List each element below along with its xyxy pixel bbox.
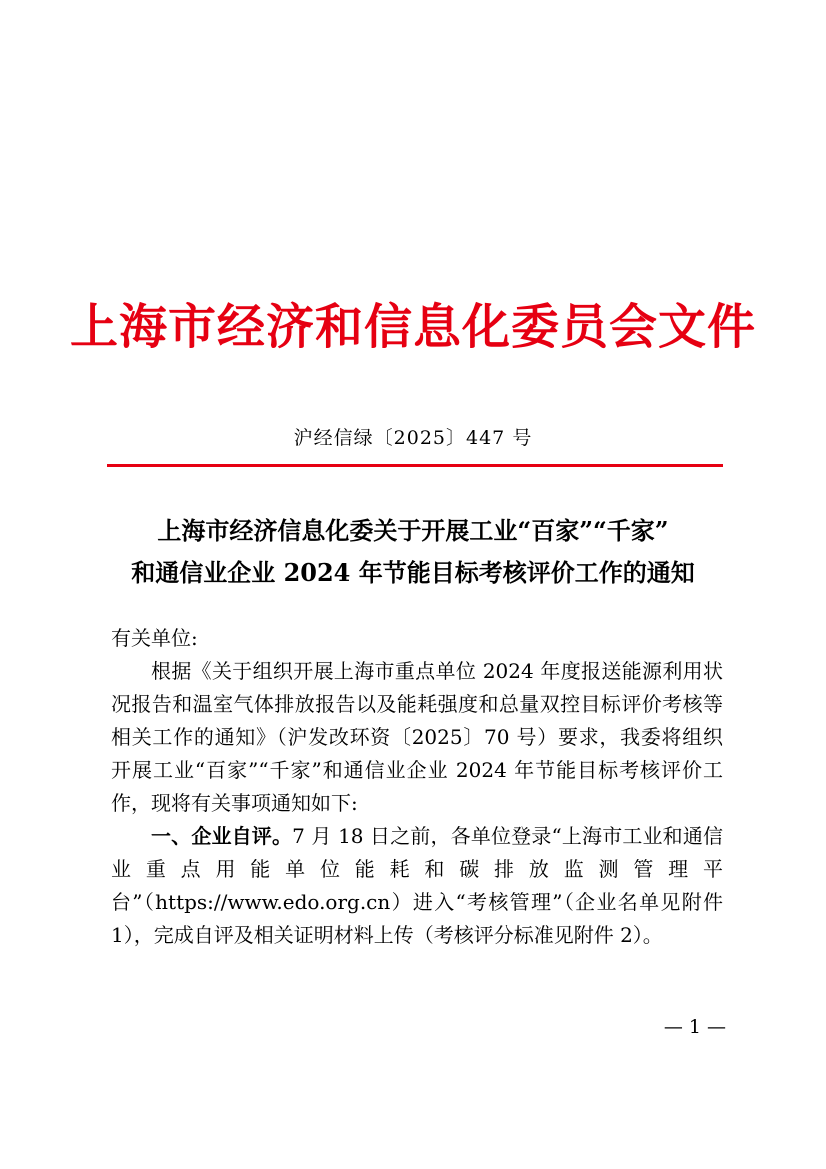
document-masthead: 上海市经济和信息化委员会文件 — [69, 299, 756, 355]
document-title-line-2: 和通信业企业 2024 年节能目标考核评价工作的通知 — [131, 558, 695, 587]
section-1-heading: 一、企业自评。 — [151, 824, 293, 848]
body-paragraph-section-1 — [111, 820, 723, 952]
document-title — [100, 510, 726, 594]
body-paragraph-intro: 根据《关于组织开展上海市重点单位 2024 年度报送能源利用状况报告和温室气体排放报告以及能耗强度和总量双控目标评价考核等相关工作的通知》（沪发改环资〔2025〕70 号）要求，我委将组织开展工业“百家”“千家”和通信业企业 2024 年节能目标考核评价工作，现将有关事项通知如下: — [111, 659, 723, 815]
salutation: 有关单位: — [111, 626, 198, 650]
document-number: 沪经信绿〔2025〕447 号 — [293, 427, 533, 449]
section-1-text: 7 月 18 日之前，各单位登录“上海市工业和通信业重点用能单位能耗和碳排放监测管理平台”（https://www.edo.org.cn）进入“考核管理”（企业名单见附件 1），完成自评及相关证明材料上传（考核评分标准见附件 2）。 — [111, 824, 723, 947]
document-title-line-1: 上海市经济信息化委关于开展工业“百家”“千家” — [157, 516, 669, 545]
page-number: — 1 — — [663, 1016, 726, 1038]
document-body — [111, 622, 723, 952]
red-separator-rule — [107, 464, 723, 467]
